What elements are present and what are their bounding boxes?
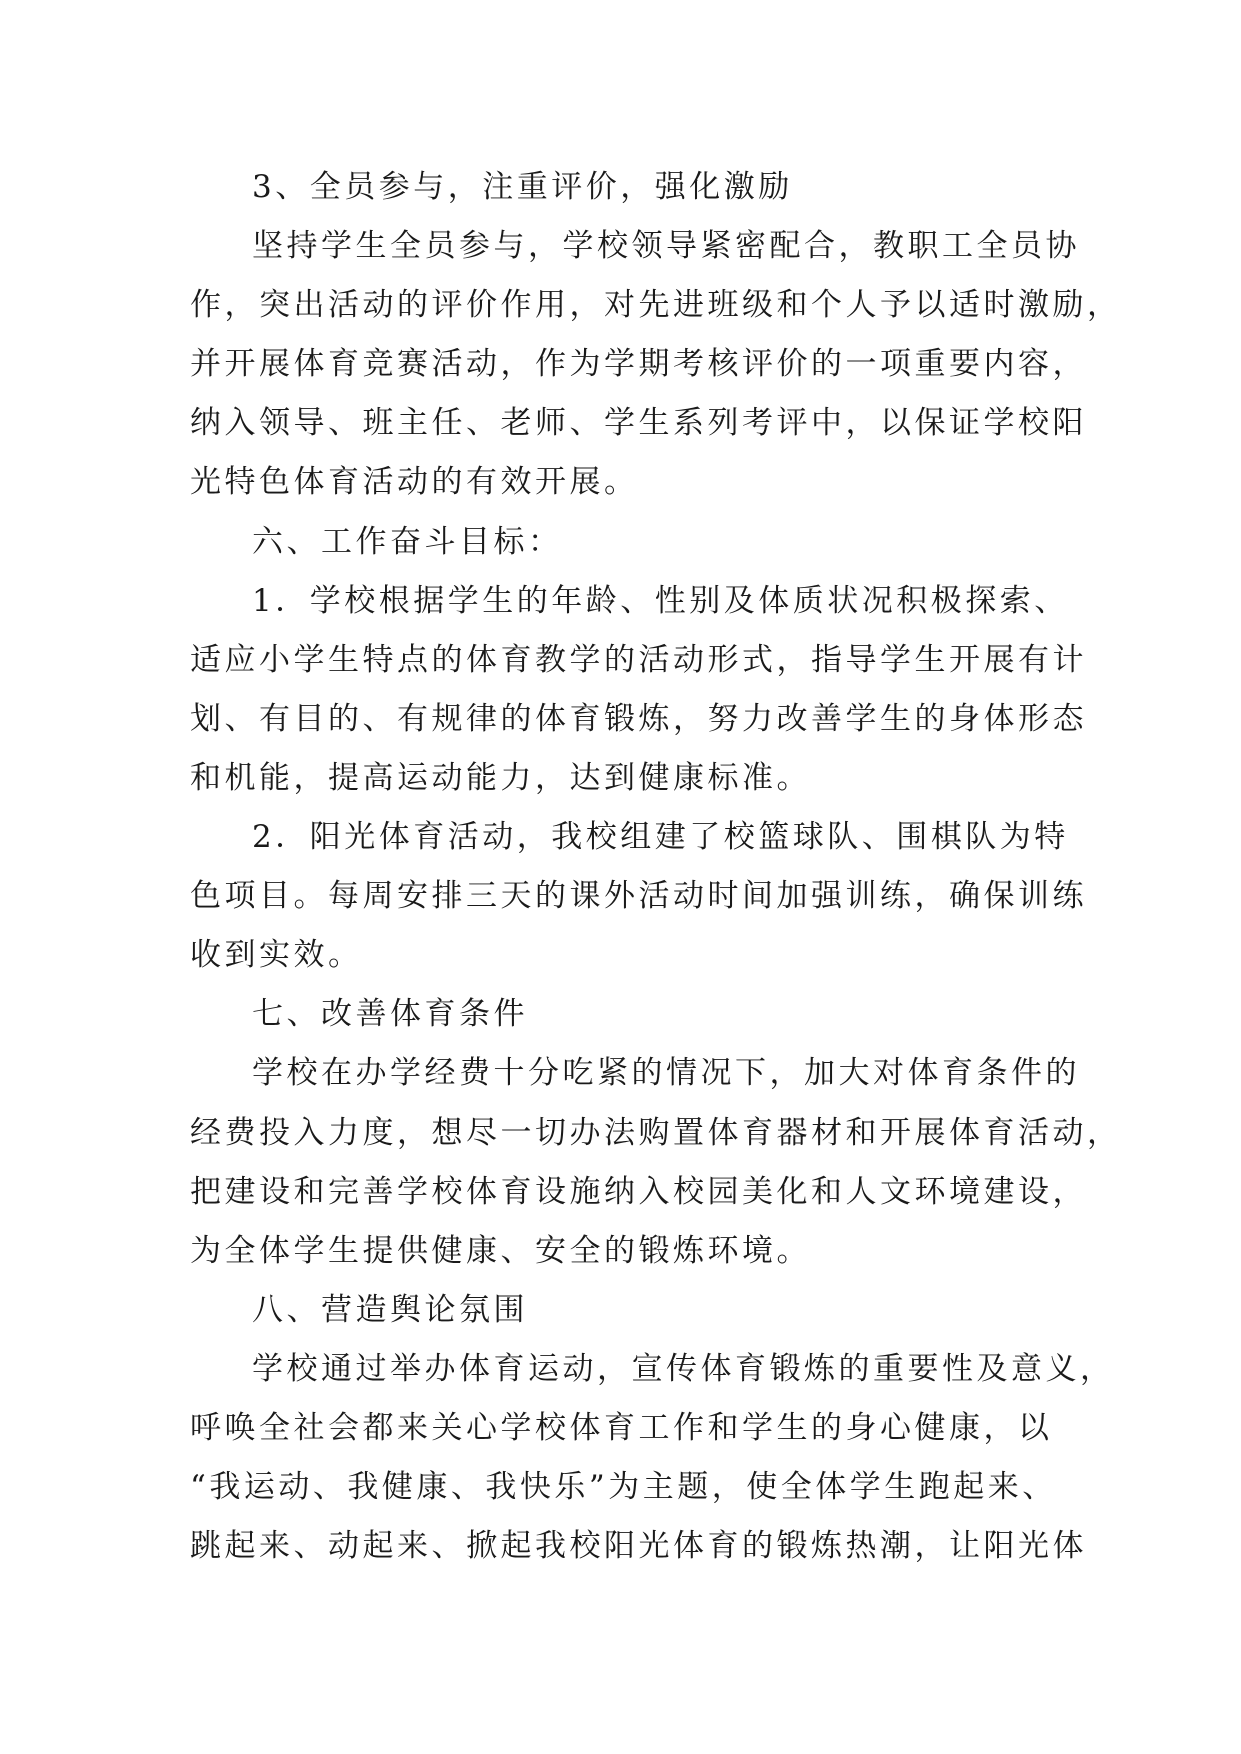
paragraph-line: “我运动、我健康、我快乐”为主题，使全体学生跑起来、 bbox=[190, 1469, 1057, 1506]
heading-3-participation: 3、全员参与，注重评价，强化激励 bbox=[252, 169, 793, 205]
section-heading-8: 八、营造舆论氛围 bbox=[252, 1291, 528, 1328]
paragraph-line: 色项目。每周安排三天的课外活动时间加强训练，确保训练 bbox=[190, 878, 1087, 915]
paragraph-line: 2．阳光体育活动，我校组建了校篮球队、围棋队为特 bbox=[252, 819, 1069, 856]
section-heading-7: 七、改善体育条件 bbox=[252, 996, 528, 1033]
paragraph-line: 学校在办学经费十分吃紧的情况下，加大对体育条件的 bbox=[252, 1055, 1080, 1092]
paragraph-line: 坚持学生全员参与，学校领导紧密配合，教职工全员协 bbox=[252, 228, 1080, 265]
paragraph-line: 划、有目的、有规律的体育锻炼，努力改善学生的身体形态 bbox=[190, 700, 1087, 737]
paragraph-line: 跳起来、动起来、掀起我校阳光体育的锻炼热潮，让阳光体 bbox=[190, 1528, 1087, 1565]
paragraph-line: 呼唤全社会都来关心学校体育工作和学生的身心健康，以 bbox=[190, 1409, 1053, 1446]
section-heading-6: 六、工作奋斗目标： bbox=[252, 523, 563, 560]
paragraph-line: 和机能，提高运动能力，达到健康标准。 bbox=[190, 759, 811, 796]
paragraph-line: 纳入领导、班主任、老师、学生系列考评中，以保证学校阳 bbox=[190, 405, 1087, 442]
paragraph-line: 适应小学生特点的体育教学的活动形式，指导学生开展有计 bbox=[190, 641, 1087, 678]
paragraph-line: 经费投入力度，想尽一切办法购置体育器材和开展体育活动， bbox=[190, 1114, 1122, 1151]
paragraph-line: 为全体学生提供健康、安全的锻炼环境。 bbox=[190, 1232, 811, 1269]
paragraph-line: 作，突出活动的评价作用，对先进班级和个人予以适时激励， bbox=[190, 287, 1122, 324]
paragraph-line: 并开展体育竞赛活动，作为学期考核评价的一项重要内容， bbox=[190, 346, 1087, 383]
paragraph-line: 光特色体育活动的有效开展。 bbox=[190, 464, 639, 501]
paragraph-line: 收到实效。 bbox=[190, 937, 363, 974]
paragraph-line: 学校通过举办体育运动，宣传体育锻炼的重要性及意义， bbox=[252, 1350, 1115, 1387]
document-body bbox=[190, 158, 1122, 1576]
paragraph-line: 1．学校根据学生的年龄、性别及体质状况积极探索、 bbox=[252, 582, 1069, 619]
paragraph-line: 把建设和完善学校体育设施纳入校园美化和人文环境建设， bbox=[190, 1173, 1087, 1210]
